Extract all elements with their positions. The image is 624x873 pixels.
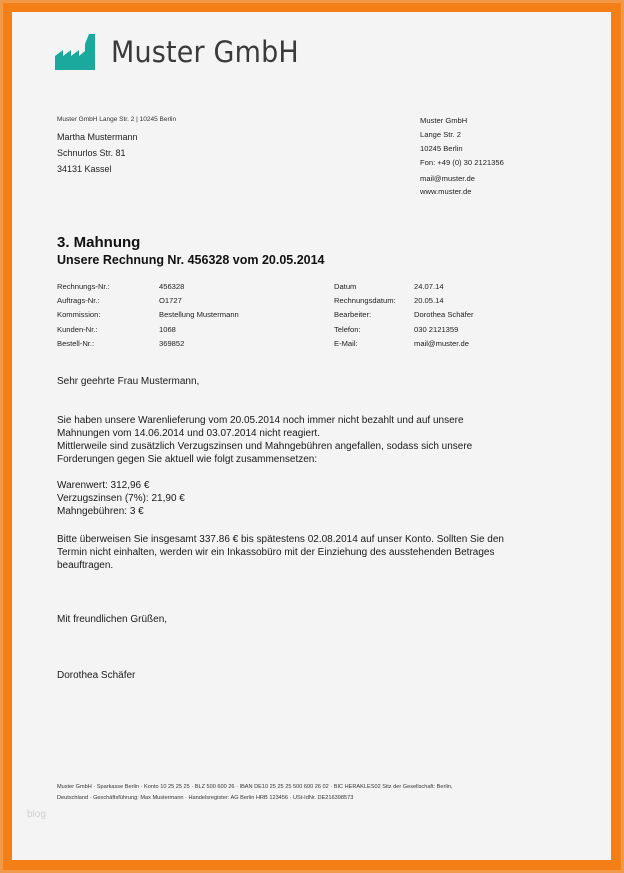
meta-row: [334, 293, 474, 307]
meta-label: Rechnungs-Nr.:: [57, 281, 110, 291]
document-title: 3. Mahnung: [57, 234, 141, 251]
recipient-street: Schnurlos Str. 81: [57, 148, 126, 158]
meta-label: Rechnungsdatum:: [334, 295, 396, 305]
company-website: www.muster.de: [420, 186, 472, 196]
meta-value: 1068: [159, 324, 176, 334]
company-logo: [55, 34, 313, 70]
invoice-meta-right: [334, 279, 474, 350]
signature: Dorothea Schäfer: [57, 670, 136, 681]
meta-row: [57, 279, 239, 293]
text-line: Termin nicht einhalten, werden wir ein Inkassobüro mit der Einziehung des ausstehenden Betrages: [57, 547, 495, 558]
paragraph-payment-request: [57, 533, 577, 572]
company-email: mail@muster.de: [420, 174, 475, 183]
meta-row: [57, 308, 239, 322]
invoice-meta-left: [57, 279, 239, 350]
meta-label: Bearbeiter:: [334, 310, 372, 320]
meta-row: [57, 293, 239, 307]
company-name: Muster GmbH: [420, 116, 468, 125]
cost-goods-value: Warenwert: 312,96 €: [57, 480, 150, 491]
cost-dunning-fee: Mahngebühren: 3 €: [57, 506, 144, 517]
meta-value: 030 2121359: [414, 324, 459, 334]
meta-label: Datum: [334, 281, 357, 291]
meta-row: [57, 336, 239, 350]
recipient-city: 34131 Kassel: [57, 164, 112, 174]
recipient-name: Martha Mustermann: [57, 132, 138, 142]
meta-row: [57, 322, 239, 336]
watermark: blog: [27, 809, 46, 820]
meta-value: 24.07.14: [414, 281, 444, 291]
company-phone: Fon: +49 (0) 30 2121356: [420, 158, 504, 167]
meta-value: 20.05.14: [414, 295, 444, 305]
company-street: Lange Str. 2: [420, 130, 461, 139]
meta-row: [334, 308, 474, 322]
meta-row: [334, 279, 474, 293]
meta-label: E-Mail:: [334, 338, 358, 348]
factory-icon: [55, 34, 103, 70]
meta-row: [334, 322, 474, 336]
document-subtitle: Unsere Rechnung Nr. 456328 vom 20.05.2014: [57, 253, 325, 267]
company-address: [420, 114, 504, 170]
salutation: Sehr geehrte Frau Mustermann,: [57, 376, 200, 387]
meta-value: Bestellung Mustermann: [159, 310, 239, 320]
meta-value: 456328: [159, 281, 185, 291]
text-line: beauftragen.: [57, 560, 114, 571]
footer-legal: [57, 782, 453, 804]
text-line: Forderungen gegen Sie aktuell wie folgt zusammensetzen:: [57, 454, 318, 465]
meta-value: mail@muster.de: [414, 338, 469, 348]
meta-label: Telefon:: [334, 324, 361, 334]
footer-line: Deutschland · Geschäftsführung: Max Mustermann · Handelsregister: AG Berlin HRB 123456 · USt-IdNr. DE216398573: [57, 795, 354, 801]
meta-value: O1727: [159, 295, 182, 305]
cost-interest: Verzugszinsen (7%): 21,90 €: [57, 493, 185, 504]
company-name-logo: Muster GmbH: [111, 35, 299, 69]
paragraph-overdue-notice: [57, 414, 577, 466]
meta-label: Kunden-Nr.:: [57, 324, 98, 334]
cost-breakdown: [57, 479, 577, 518]
company-city: 10245 Berlin: [420, 144, 463, 153]
company-contact: [420, 173, 475, 198]
footer-line: Muster GmbH · Sparkasse Berlin · Konto 10 25 25 25 · BLZ 500 600 26 · IBAN DE10 25 25 25 500 600 26 02 · BIC HERAKLES02 Sitz der Gesellschaft: Berlin,: [57, 784, 453, 790]
text-line: Mahnungen vom 14.06.2014 und 03.07.2014 nicht reagiert.: [57, 428, 320, 439]
sender-return-address: Muster GmbH Lange Str. 2 | 10245 Berlin: [57, 116, 177, 123]
meta-value: Dorothea Schäfer: [414, 310, 474, 320]
meta-row: [334, 336, 474, 350]
text-line: Sie haben unsere Warenlieferung vom 20.05.2014 noch immer nicht bezahlt und auf unsere: [57, 415, 464, 426]
text-line: Bitte überweisen Sie insgesamt 337.86 € bis spätestens 02.08.2014 auf unser Konto. Sollten Sie den: [57, 534, 504, 545]
meta-label: Auftrags-Nr.:: [57, 295, 100, 305]
recipient-address: [57, 129, 138, 177]
meta-label: Bestell-Nr.:: [57, 338, 95, 348]
text-line: Mittlerweile sind zusätzlich Verzugszinsen und Mahngebühren angefallen, sodass sich unsere: [57, 441, 473, 452]
meta-label: Kommission:: [57, 310, 101, 320]
meta-value: 369852: [159, 338, 185, 348]
closing: Mit freundlichen Grüßen,: [57, 614, 168, 625]
